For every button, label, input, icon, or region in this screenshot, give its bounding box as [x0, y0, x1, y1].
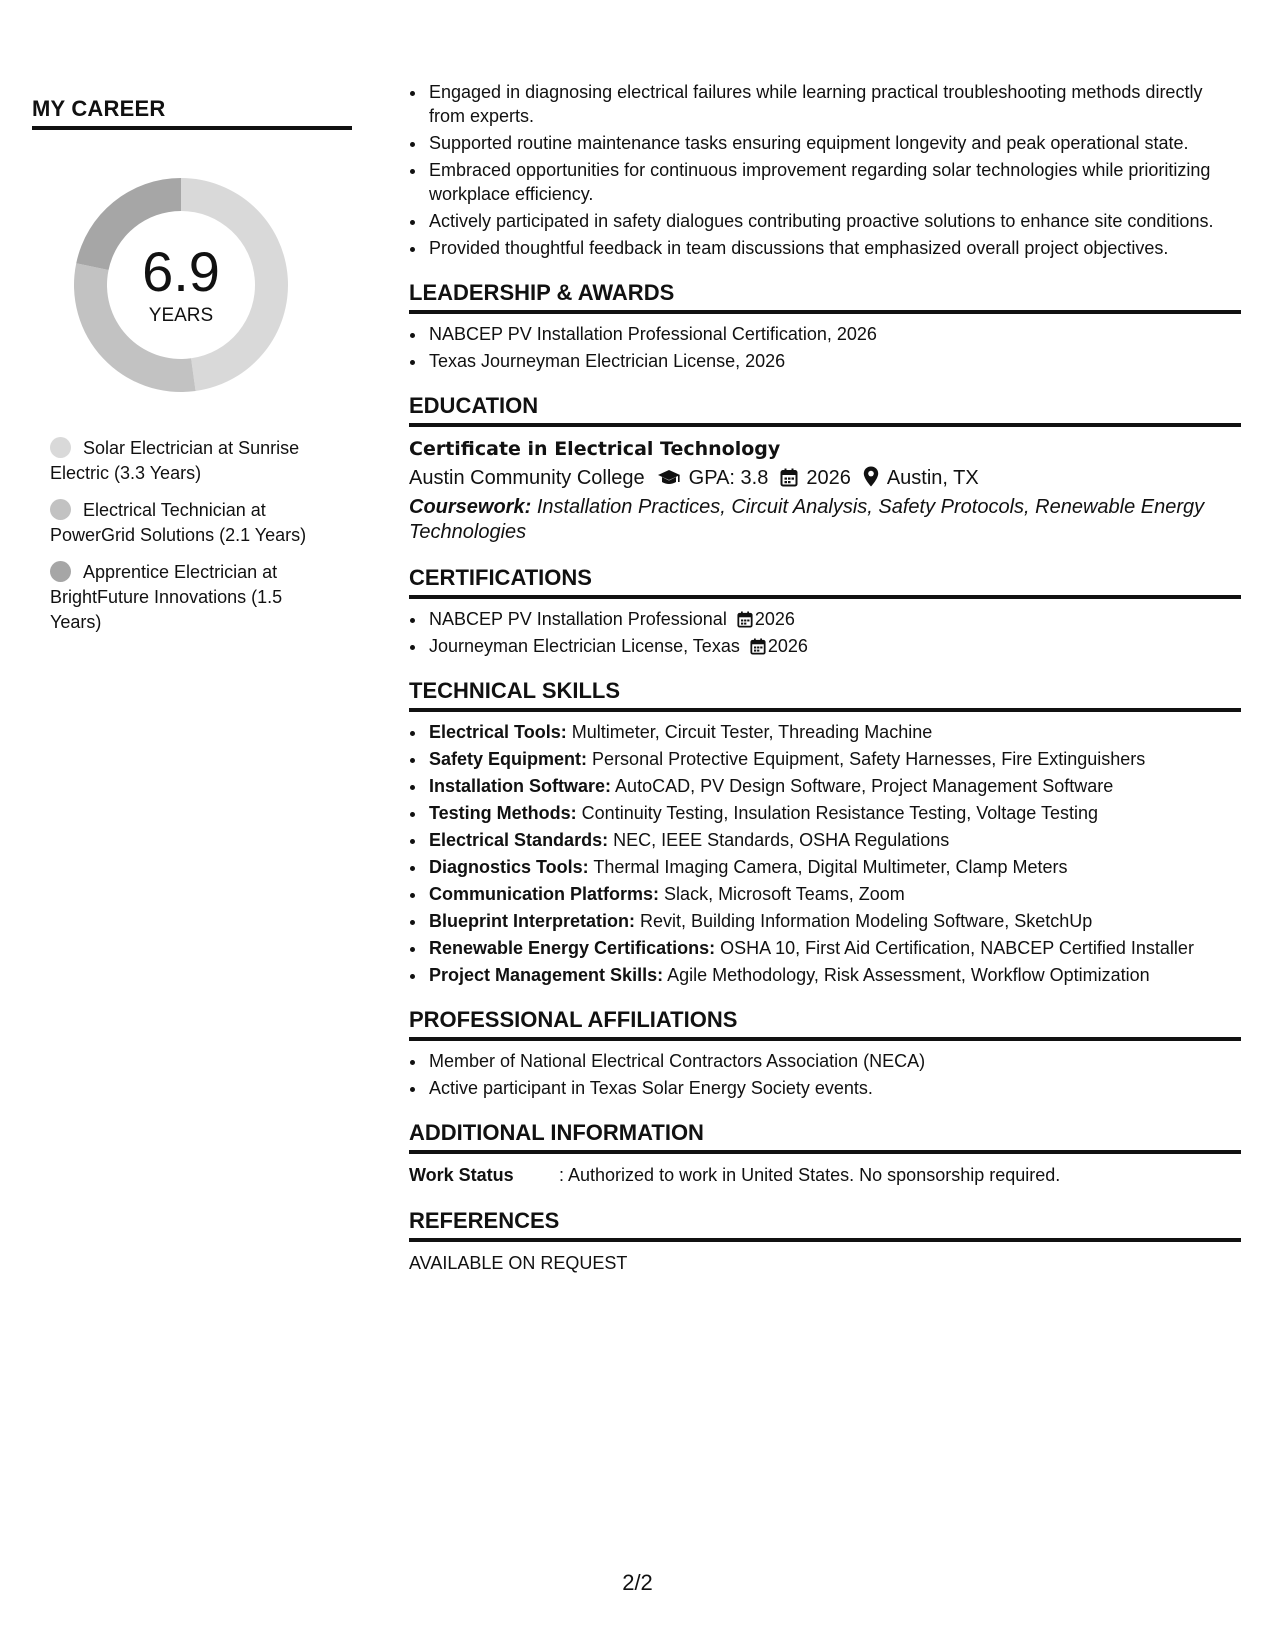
skill-item	[427, 882, 1241, 906]
references-section	[409, 1206, 1241, 1276]
affiliations-heading: PROFESSIONAL AFFILIATIONS	[409, 1005, 1241, 1041]
legend-dot	[50, 437, 71, 458]
skill-value: Continuity Testing, Insulation Resistance Testing, Voltage Testing	[581, 803, 1098, 823]
total-years-value: 6.9	[142, 240, 220, 303]
experience-bullet: • Engaged in diagnosing electrical failures while learning practical troubleshooting methods directly from experts.	[427, 80, 1241, 128]
right-column	[409, 80, 1241, 1276]
additional-info-section	[409, 1118, 1241, 1188]
total-years-label: YEARS	[148, 305, 214, 326]
skill-item	[427, 747, 1241, 771]
skills-heading: TECHNICAL SKILLS	[409, 676, 1241, 712]
certification-item	[427, 634, 1241, 658]
references-heading: REFERENCES	[409, 1206, 1241, 1242]
calendar-icon	[750, 638, 766, 655]
career-legend	[50, 436, 330, 635]
career-heading: MY CAREER	[32, 96, 352, 130]
legend-text: Electrical Technician at PowerGrid Solutions (2.1 Years)	[50, 500, 307, 545]
additional-info-heading: ADDITIONAL INFORMATION	[409, 1118, 1241, 1154]
references-text: AVAILABLE ON REQUEST	[409, 1253, 628, 1273]
coursework-list: Installation Practices, Circuit Analysis, Safety Protocols, Renewable Energy Technologies	[409, 496, 1205, 543]
skill-value: Thermal Imaging Camera, Digital Multimeter, Clamp Meters	[593, 857, 1068, 877]
certification-year: 2026	[754, 609, 795, 629]
skill-label: Communication Platforms:	[429, 884, 660, 904]
location-pin-icon	[863, 466, 879, 487]
school-location: Austin, TX	[886, 467, 979, 489]
education-heading: EDUCATION	[409, 391, 1241, 427]
skill-item	[427, 774, 1241, 798]
page-number: 2/2	[622, 1570, 653, 1595]
affiliations-section	[409, 1005, 1241, 1100]
skill-value: Revit, Building Information Modeling Software, SketchUp	[640, 911, 1093, 931]
legend-dot	[50, 561, 71, 582]
coursework-label: Coursework:	[409, 496, 532, 518]
legend-item	[50, 436, 330, 486]
experience-bullets	[409, 80, 1241, 260]
legend-text: Apprentice Electrician at BrightFuture Innovations (1.5 Years)	[50, 562, 283, 632]
affiliation-item: • Member of National Electrical Contractors Association (NECA)	[427, 1049, 1241, 1073]
award-item: • NABCEP PV Installation Professional Certification, 2026	[427, 322, 1241, 346]
work-status-row	[409, 1162, 1241, 1188]
career-donut-chart	[66, 170, 296, 400]
leadership-heading: LEADERSHIP & AWARDS	[409, 278, 1241, 314]
skill-label: Testing Methods:	[429, 803, 577, 823]
legend-text: Solar Electrician at Sunrise Electric (3.3 Years)	[50, 438, 300, 483]
education-section	[409, 391, 1241, 545]
donut-center	[66, 170, 296, 400]
left-column	[32, 96, 352, 647]
degree-title: Certificate in Electrical Technology	[409, 438, 781, 460]
skill-label: Safety Equipment:	[429, 749, 588, 769]
legend-dot	[50, 499, 71, 520]
skill-item	[427, 801, 1241, 825]
skill-label: Project Management Skills:	[429, 965, 664, 985]
award-item: • Texas Journeyman Electrician License, 2026	[427, 349, 1241, 373]
graduation-year: 2026	[806, 467, 851, 489]
skill-label: Renewable Energy Certifications:	[429, 938, 716, 958]
skill-item	[427, 720, 1241, 744]
skill-value: Slack, Microsoft Teams, Zoom	[664, 884, 905, 904]
legend-item	[50, 498, 330, 548]
affiliation-item: • Active participant in Texas Solar Energy Society events.	[427, 1076, 1241, 1100]
certifications-heading: CERTIFICATIONS	[409, 563, 1241, 599]
work-status-label: Work Status	[409, 1165, 514, 1185]
calendar-icon	[737, 611, 753, 628]
skill-label: Blueprint Interpretation:	[429, 911, 635, 931]
skill-value: Agile Methodology, Risk Assessment, Workflow Optimization	[667, 965, 1150, 985]
skill-value: AutoCAD, PV Design Software, Project Management Software	[615, 776, 1114, 796]
skill-item	[427, 909, 1241, 933]
skill-item	[427, 828, 1241, 852]
certification-year: 2026	[767, 636, 808, 656]
experience-bullet: • Provided thoughtful feedback in team discussions that emphasized overall project objectives.	[427, 236, 1241, 260]
certification-item	[427, 607, 1241, 631]
work-status-value: : Authorized to work in United States. No sponsorship required.	[559, 1165, 1061, 1185]
graduation-cap-icon	[657, 469, 681, 487]
gpa-value: GPA: 3.8	[688, 467, 769, 489]
leadership-section	[409, 278, 1241, 373]
skill-label: Installation Software:	[429, 776, 612, 796]
education-meta	[409, 463, 1241, 493]
skill-value: Multimeter, Circuit Tester, Threading Machine	[571, 722, 933, 742]
certifications-section	[409, 563, 1241, 658]
school-name: Austin Community College	[409, 467, 645, 489]
skill-label: Diagnostics Tools:	[429, 857, 589, 877]
coursework	[409, 495, 1241, 545]
certification-name: Journeyman Electrician License, Texas	[429, 636, 740, 656]
skills-section	[409, 676, 1241, 987]
calendar-icon	[780, 468, 798, 487]
skill-value: NEC, IEEE Standards, OSHA Regulations	[613, 830, 950, 850]
certification-name: NABCEP PV Installation Professional	[429, 609, 727, 629]
skill-item	[427, 936, 1241, 960]
experience-bullet: • Supported routine maintenance tasks ensuring equipment longevity and peak operational state.	[427, 131, 1241, 155]
skill-label: Electrical Tools:	[429, 722, 567, 742]
skill-label: Electrical Standards:	[429, 830, 609, 850]
legend-item	[50, 560, 330, 635]
skill-value: Personal Protective Equipment, Safety Harnesses, Fire Extinguishers	[592, 749, 1146, 769]
skill-item	[427, 963, 1241, 987]
skill-value: OSHA 10, First Aid Certification, NABCEP Certified Installer	[720, 938, 1194, 958]
experience-bullet: • Embraced opportunities for continuous improvement regarding solar technologies while prioritizing workplace efficiency.	[427, 158, 1241, 206]
skill-item	[427, 855, 1241, 879]
experience-bullet: • Actively participated in safety dialogues contributing proactive solutions to enhance site conditions.	[427, 209, 1241, 233]
